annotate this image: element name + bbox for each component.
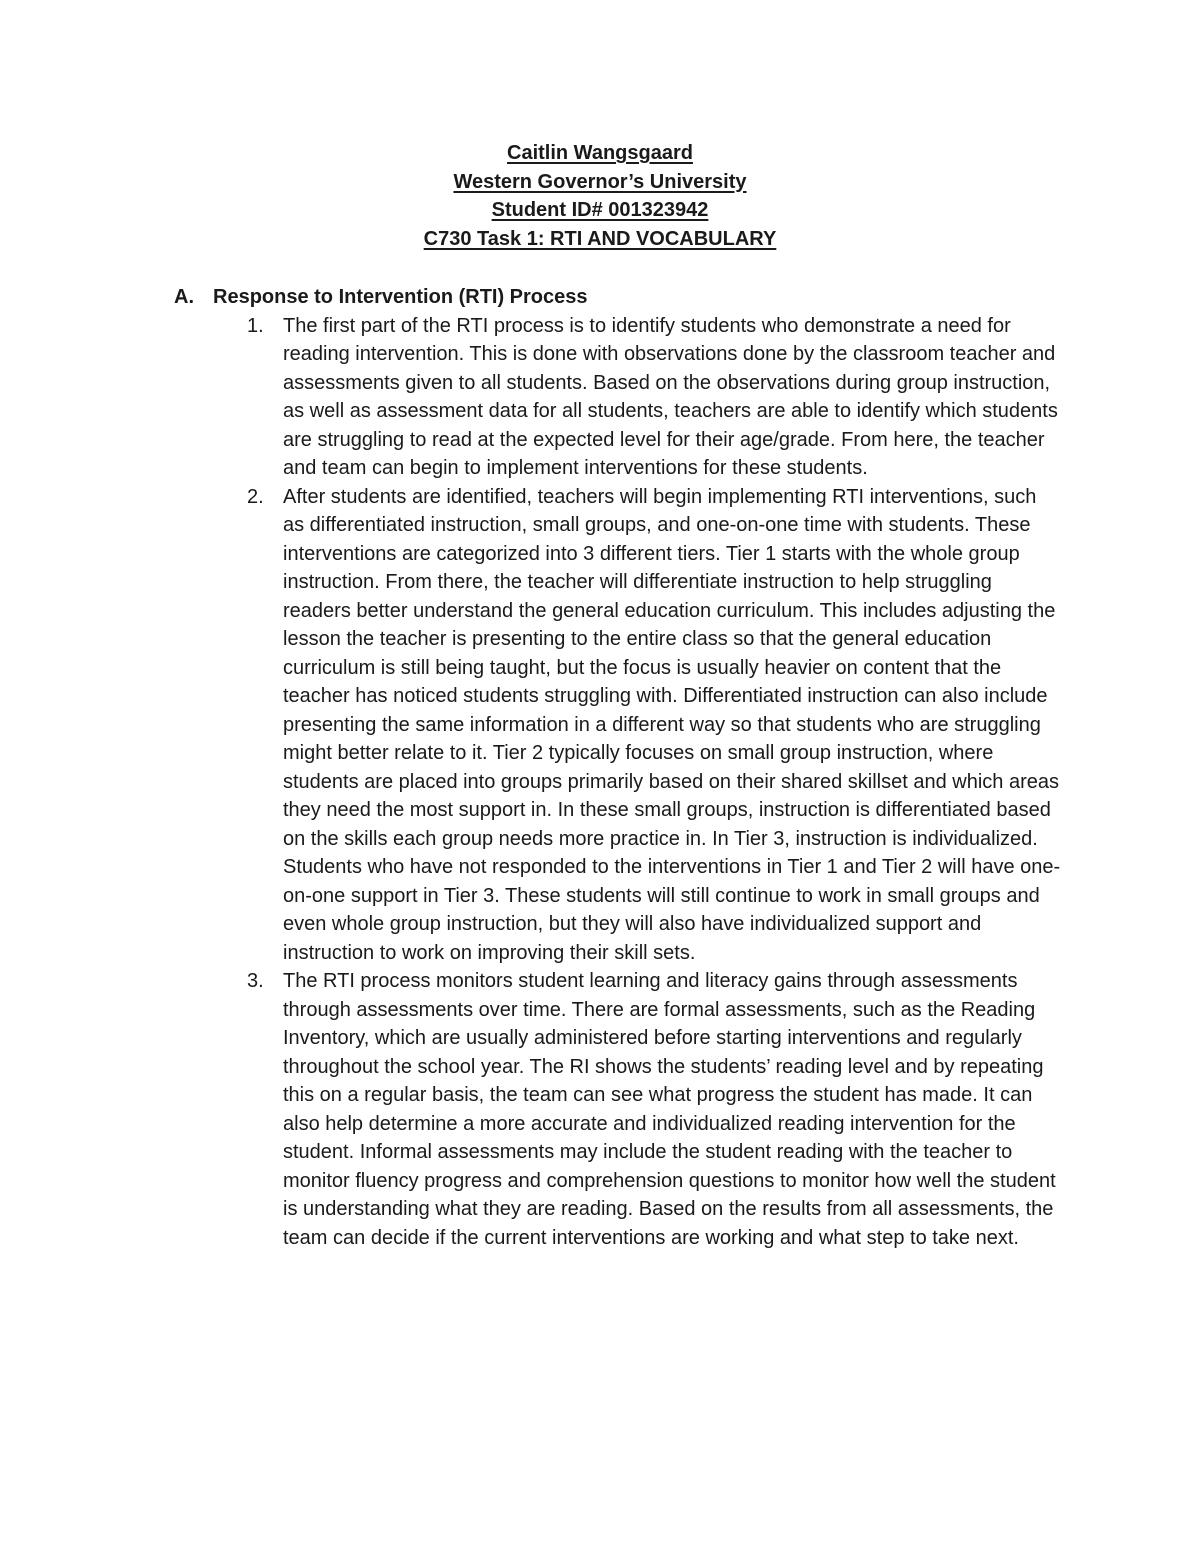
university-name: Western Governor’s University — [453, 170, 747, 193]
list-item — [174, 312, 1074, 483]
author-name: Caitlin Wangsgaard — [507, 142, 693, 164]
list-item-number: 3. — [247, 970, 264, 992]
list-item-text: The first part of the RTI process is to identify students who demonstrate a need for reading intervention. This is done with observations done by the classroom teacher and assessments given to all students. Based on the observations during group instruction, as well as assessment data for all students, teachers are able to identify which students are struggling to read at the expected level for their age/grade. From here, the teacher and team can begin to implement interventions for these students. — [283, 314, 1058, 479]
list-item-text: The RTI process monitors student learning and literacy gains through assessments through assessments over time. There are formal assessments, such as the Reading Inventory, which are usually administered before starting interventions and regularly throughout the school year. The RI shows the students’ reading level and by repeating this on a regular basis, the team can see what progress the student has made. It can also help determine a more accurate and individualized reading intervention for the student. Informal assessments may include the student reading with the teacher to monitor fluency progress and comprehension questions to monitor how well the student is understanding what they are reading. Based on the results from all assessments, the team can decide if the current interventions are working and what step to take next. — [283, 970, 1056, 1249]
student-id: Student ID# 001323942 — [491, 199, 709, 221]
list-item — [174, 967, 1074, 1252]
section-a-heading — [174, 283, 1074, 312]
section-a-title: Response to Intervention (RTI) Process — [213, 286, 588, 308]
list-item-number: 2. — [247, 485, 264, 508]
task-title: C730 Task 1: RTI AND VOCABULARY — [423, 227, 777, 250]
list-item-number: 1. — [247, 314, 264, 337]
section-a-list — [174, 312, 1074, 1253]
list-item — [174, 483, 1074, 968]
section-a-letter: A. — [174, 286, 194, 308]
list-item-text: After students are identified, teachers will begin implementing RTI interventions, such as differentiated instruction, small groups, and one-on-one time with students. These interventions are categorized into 3 different tiers. Tier 1 starts with the whole group instruction. From there, the teacher will differentiate instruction to help struggling readers better understand the general education curriculum. This includes adjusting the lesson the teacher is presenting to the entire class so that the general education curriculum is still being taught, but the focus is usually heavier on content that the teacher has noticed students struggling with. Differentiated instruction can also include presenting the same information in a different way so that students who are struggling might better relate to it. Tier 2 typically focuses on small group instruction, where students are placed into groups primarily based on their shared skillset and which areas they need the most support in. In these small groups, instruction is differentiated based on the skills each group needs more practice in. In Tier 3, instruction is individualized. Students who have not responded to the interventions in Tier 1 and Tier 2 will have one-on-one support in Tier 3. These students will still continue to work in small groups and even whole group instruction, but they will also have individualized support and instruction to work on improving their skill sets. — [283, 485, 1061, 964]
section-a — [174, 283, 1074, 1252]
document-header — [0, 139, 1200, 253]
